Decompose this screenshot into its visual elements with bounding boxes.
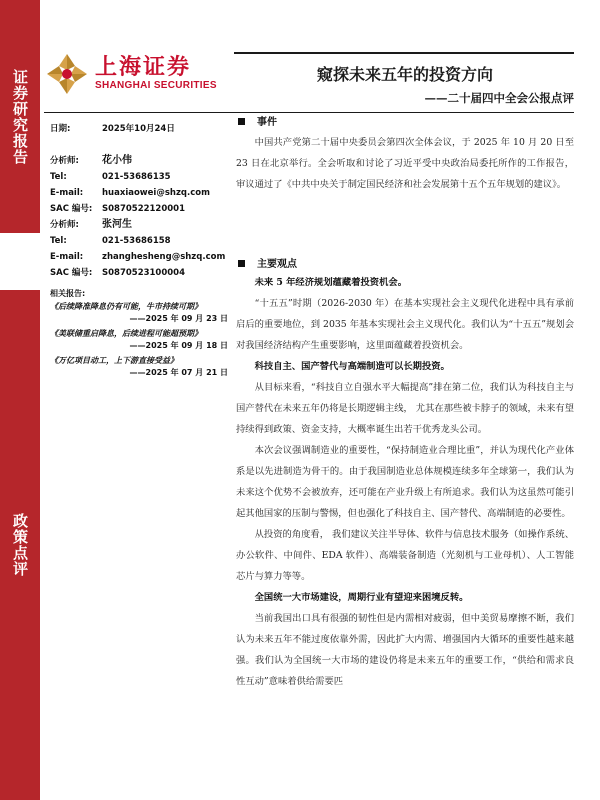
report-category-label: 政策点评	[11, 513, 29, 577]
report-title: 窥探未来五年的投资方向	[316, 65, 493, 84]
key-point: 科技自主、国产替代与高端制造可以长期投资。	[254, 361, 450, 372]
related-reports-heading: 相关报告:	[50, 289, 86, 298]
header-top-rule	[234, 52, 574, 54]
event-paragraph: 中国共产党第二十届中央委员会第四次全体会议，于 2025 年 10 月 20 日至 23 日在北京举行。全会听取和讨论了习近平受中央政治局委托所作的工作报告，审议通过了《中共中央关于制定国民经济和社会发展第十五个五年规划的建议》。	[236, 137, 574, 190]
paragraph: 当前我国出口具有很强的韧性但是内需相对疲弱，但中美贸易摩擦不断，我们认为未来五年不能过度依靠外需，因此扩大内需、增强国内大循环的重要性越来越强。我们认为全国统一大市场的建设仍将是未来五年的重要工作，“供给和需求良性互动”意味着供给需要匹	[236, 613, 574, 687]
meta-row: Tel: 021-53686135	[50, 172, 171, 182]
related-report-date: ——2025 年 07 月 21 日	[129, 368, 228, 377]
meta-row: E-mail: zhanghesheng@shzq.com	[50, 252, 226, 262]
meta-row: SAC 编号: S0870522120001	[50, 204, 186, 214]
section-heading-event: 事件	[238, 113, 277, 128]
report-subtitle: ——二十届四中全会公报点评	[424, 91, 574, 105]
views-content	[236, 272, 574, 692]
report-type-label: 证券研究报告	[11, 68, 29, 165]
paragraph: 本次会议强调制造业的重要性，“保持制造业合理比重”，并认为现代化产业体系是以先进制造为骨干的。由于我国制造业总体规模连续多年全球第一，我们认为未来这个优势不会被放弃，还可能在产业升级上有所追求。我们认为这虽然可能引起其他国家的压制与警惕，但也强化了科技自主、国产替代、高端制造的必要性。	[236, 445, 574, 519]
meta-row: 分析师: 花小伟	[50, 155, 132, 166]
paragraph: 从目标来看，“科技自立自强水平大幅提高”排在第二位，我们认为科技自主与国产替代在未来五年仍将是长期逻辑主线， 尤其在那些被卡脖子的领域，未来有望持续得到政策、资金支持，大概率诞生出若干优秀龙头公司。	[236, 382, 574, 435]
header-bottom-rule	[44, 112, 574, 113]
related-report-date: ——2025 年 09 月 18 日	[129, 341, 228, 350]
related-report-title[interactable]: 《后续降准降息仍有可能，牛市持续可期》	[50, 301, 202, 311]
report-category-tab	[0, 290, 40, 800]
meta-row: 分析师: 张河生	[50, 219, 132, 230]
report-type-tab	[0, 0, 40, 233]
paragraph: 从投资的角度看， 我们建议关注半导体、软件与信息技术服务（如操作系统、办公软件、中间件、EDA 软件）、高端装备制造（光刻机与工业母机）、人工智能芯片与算力等等。	[236, 529, 574, 582]
meta-row: 日期: 2025年10月24日	[50, 124, 175, 134]
square-bullet-icon	[238, 260, 245, 267]
brand-name-cn: 上海证券	[95, 55, 192, 80]
paragraph: “十五五”时期（2026-2030 年）在基本实现社会主义现代化进程中具有承前启后的重要地位，到 2035 年基本实现社会主义现代化。我们认为“十五五”规划会对我国经济结构产生重要影响，这里面蕴藏着投资机会。	[236, 298, 574, 351]
related-report-date: ——2025 年 09 月 23 日	[129, 314, 228, 323]
meta-row: E-mail: huaxiaowei@shzq.com	[50, 188, 210, 198]
key-point: 未来 5 年经济规划蕴藏着投资机会。	[254, 277, 407, 288]
event-content	[236, 132, 574, 195]
key-point: 全国统一大市场建设，周期行业有望迎来困境反转。	[254, 592, 469, 603]
analyst-info	[50, 121, 225, 281]
square-bullet-icon	[238, 118, 245, 125]
shanghai-securities-logo-icon	[45, 52, 89, 96]
related-report-title[interactable]: 《美联储重启降息，后续进程可能超预期》	[50, 328, 202, 338]
related-reports	[50, 288, 228, 382]
brand-name-en: SHANGHAI SECURITIES	[95, 80, 217, 91]
meta-row: SAC 编号: S0870523100004	[50, 268, 186, 278]
section-heading-views: 主要观点	[238, 255, 297, 270]
brand-logo	[45, 52, 217, 96]
related-report-title[interactable]: 《万亿项目动工，上下游直接受益》	[50, 355, 178, 365]
meta-row: Tel: 021-53686158	[50, 236, 171, 246]
